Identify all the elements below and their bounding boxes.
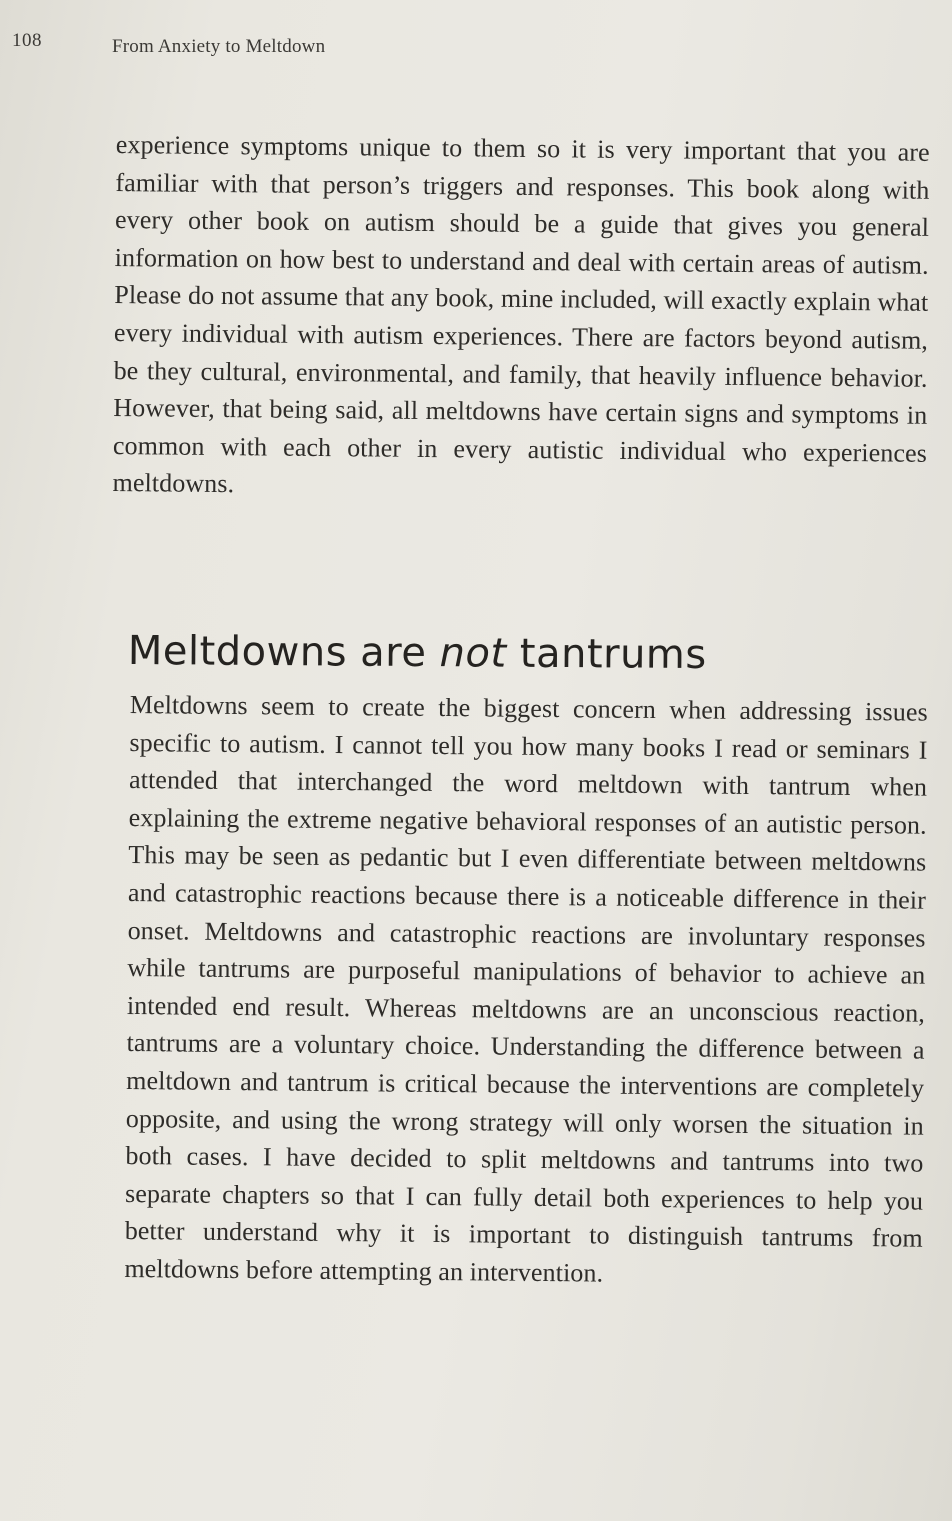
running-title: From Anxiety to Meltdown [112,36,326,57]
section-heading-part-1: Meltdowns are [127,628,440,677]
running-head [12,26,932,66]
page-number: 108 [12,30,42,51]
section-heading [128,628,707,678]
body-paragraph-1: experience symptoms unique to them so it is very important that you are familiar with that person’s triggers and responses. This book along with every other book on autism should be a guide that gives you general information on how best to understand and deal with certain areas of autism. Please do not assume that any book, mine included, will exactly explain what every individual with autism experiences. There are factors beyond autism, be they cultural, environmental, and family, that heavily influence behavior. However, that being said, all meltdowns have certain signs and symptoms in common with each other in every autistic individual who experiences meltdowns. [112,129,930,499]
section-heading-emphasis: not [439,630,507,677]
body-paragraph-2: Meltdowns seem to create the biggest concern when addressing issues specific to autism. I cannot tell you how many books I read or seminars I attended that interchanged the word meltdown with tantrum when explaining the extreme negative behavioral responses of an autistic person. This may be seen as pedantic but I even differentiate between meltdowns and catastrophic reactions because there is a noticeable difference in their onset. Meltdowns and catastrophic reactions are involuntary responses while tantrums are purposeful manipulations of behavior to achieve an intended end result. Whereas meltdowns are an unconscious reaction, tantrums are a voluntary choice. Understanding the difference between a meltdown and tantrum is critical because the interventions are completely opposite, and using the wrong strategy will only worsen the situation in both cases. I have decided to split meltdowns and tantrums into two separate chapters so that I can fully detail both experiences to help you better understand why it is important to distinguish tantrums from meltdowns before attempting an intervention. [124,689,928,1288]
section-heading-part-2: tantrums [506,630,707,679]
